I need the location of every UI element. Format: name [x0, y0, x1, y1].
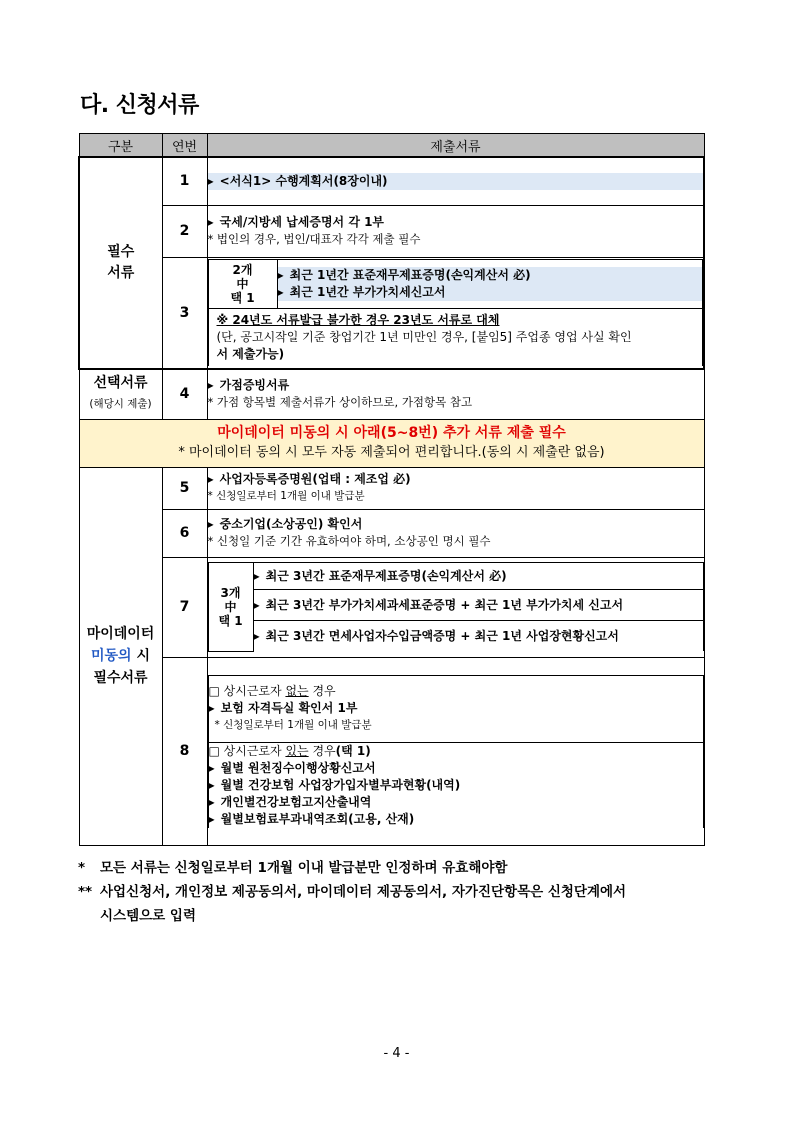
footnote: ** 사업신청서, 개인정보 제공동의서, 마이데이터 제공동의서, 자가진단항목은 신청단계에서 시스템으로 입력 [78, 884, 627, 924]
document-note: * 신청일로부터 1개월 이내 발급분 [214, 719, 372, 731]
table-row [79, 369, 704, 419]
document-item: ▶ 사업자등록증명원(업태 : 제조업 必) [207, 472, 411, 486]
triangle-right-icon: ▶ [277, 271, 284, 281]
document-item: ▶ <서식1> 수행계획서(8장이내) [208, 173, 704, 190]
mydata-category: 마이데이터 미동의 시 필수서류 [79, 467, 162, 845]
header-documents: 제출서류 [207, 134, 704, 158]
triangle-right-icon: ▶ [253, 571, 260, 581]
document-item: ▶ 개인별건강보험고지산출내역 [208, 794, 372, 809]
document-item: ▶ 월별 원천징수이행상황신고서 [208, 760, 376, 775]
document-option: ▶ 최근 3년간 부가가치세과세표준증명 + 최근 1년 부가가치세 신고서 [253, 597, 624, 612]
required-category-line2: 서류 [107, 265, 135, 281]
triangle-right-icon: ▶ [208, 797, 215, 807]
document-note: * 가점 항목별 제출서류가 상이하므로, 가점항목 참고 [207, 395, 473, 410]
table-row [79, 557, 704, 657]
triangle-right-icon: ▶ [253, 631, 260, 641]
table-row [79, 257, 704, 369]
document-item: ▶ 보험 자격득실 확인서 1부 [208, 701, 358, 715]
header-category: 구분 [79, 134, 162, 158]
triangle-right-icon: ▶ [208, 763, 215, 773]
employee-cases [208, 675, 704, 828]
mydata-banner [79, 419, 704, 467]
row-number: 4 [162, 369, 207, 419]
table-row [79, 467, 704, 509]
document-item: ▶ 월별보험료부과내역조회(고용, 산재) [208, 811, 415, 826]
header-number: 연번 [162, 134, 207, 158]
choice-table [208, 562, 704, 652]
row-number: 1 [162, 157, 207, 205]
triangle-right-icon: ▶ [208, 814, 215, 824]
document-option: ▶ 최근 1년간 부가가치세신고서 [278, 284, 703, 301]
documents-table [78, 133, 705, 846]
case-no-employees: □ 상시근로자 없는 경우 ▶ 보험 자격득실 확인서 1부 * 신청일로부터 1개월 이내 발급분 [208, 675, 703, 742]
document-item: ▶ 국세/지방세 납세증명서 각 1부 [207, 215, 385, 229]
document-item: ▶ 중소기업(소상공인) 확인서 [207, 517, 363, 531]
triangle-right-icon: ▶ [253, 600, 260, 610]
table-row [79, 509, 704, 557]
table-row [79, 205, 704, 257]
row-number: 2 [162, 205, 207, 257]
section-heading: 다. 신청서류 [80, 93, 199, 118]
triangle-right-icon: ▶ [207, 475, 214, 484]
footnotes [78, 856, 728, 928]
footnote: * 모든 서류는 신청일로부터 1개월 이내 발급분만 인정하며 유효해야함 [78, 860, 508, 876]
mydata-banner-row [79, 419, 704, 467]
triangle-right-icon: ▶ [208, 704, 215, 713]
document-option: ▶ 최근 3년간 표준재무제표증명(손익계산서 必) [253, 568, 507, 583]
optional-category: 선택서류 (해당시 제출) [79, 369, 162, 419]
table-row [79, 157, 704, 205]
page-number: - 4 - [383, 1046, 410, 1061]
table-header-row [79, 134, 704, 158]
case-with-employees: □ 상시근로자 있는 경우(택 1) ▶ 월별 원천징수이행상황신고서 ▶ 월별 건강보험 사업장가입자별부과현황(내역) ▶ 개인별건강보험고지산출내역 ▶ 월별보험료부과내역조회(고용, 산재) [208, 742, 703, 828]
row-number: 3 [162, 257, 207, 369]
choice-label: 3개 中 택 1 [208, 563, 253, 652]
required-category-line1: 필수 [107, 244, 135, 260]
document-item: ▶ 가점증빙서류 [207, 378, 290, 393]
row-number: 7 [162, 557, 207, 657]
document-item: ▶ 월별 건강보험 사업장가입자별부과현황(내역) [208, 777, 461, 792]
required-category [79, 157, 162, 369]
choice-table [208, 259, 704, 366]
document-note: * 신청일 기준 기간 유효하여야 하며, 소상공인 명시 필수 [207, 534, 491, 548]
document-note: * 법인의 경우, 법인/대표자 각각 제출 필수 [207, 232, 421, 246]
row-number: 6 [162, 509, 207, 557]
triangle-right-icon: ▶ [208, 780, 215, 790]
triangle-right-icon: ▶ [207, 520, 214, 529]
triangle-right-icon: ▶ [277, 288, 284, 298]
triangle-right-icon: ▶ [207, 218, 214, 227]
mydata-banner-note: * 마이데이터 동의 시 모두 자동 제출되어 편리합니다.(동의 시 제출란 없음) [178, 445, 605, 460]
mydata-banner-title: 마이데이터 미동의 시 아래(5~8번) 추가 서류 제출 필수 [217, 425, 566, 441]
row-number: 5 [162, 467, 207, 509]
document-option: ▶ 최근 1년간 표준재무제표증명(손익계산서 必) [278, 267, 703, 284]
document-note: * 신청일로부터 1개월 이내 발급분 [207, 490, 365, 502]
triangle-right-icon: ▶ [207, 381, 214, 391]
row-number: 8 [162, 657, 207, 845]
replacement-note: ※ 24년도 서류발급 불가한 경우 23년도 서류로 대체 (단, 공고시작일 기준 창업기간 1년 미만인 경우, [붙임5] 주업종 영업 사실 확인 서 제출가능) [208, 309, 703, 367]
triangle-right-icon: ▶ [207, 176, 214, 186]
document-option: ▶ 최근 3년간 면세사업자수입금액증명 + 최근 1년 사업장현황신고서 [253, 628, 619, 643]
choice-label: 2개 中 택 1 [208, 260, 277, 309]
table-row [79, 657, 704, 845]
